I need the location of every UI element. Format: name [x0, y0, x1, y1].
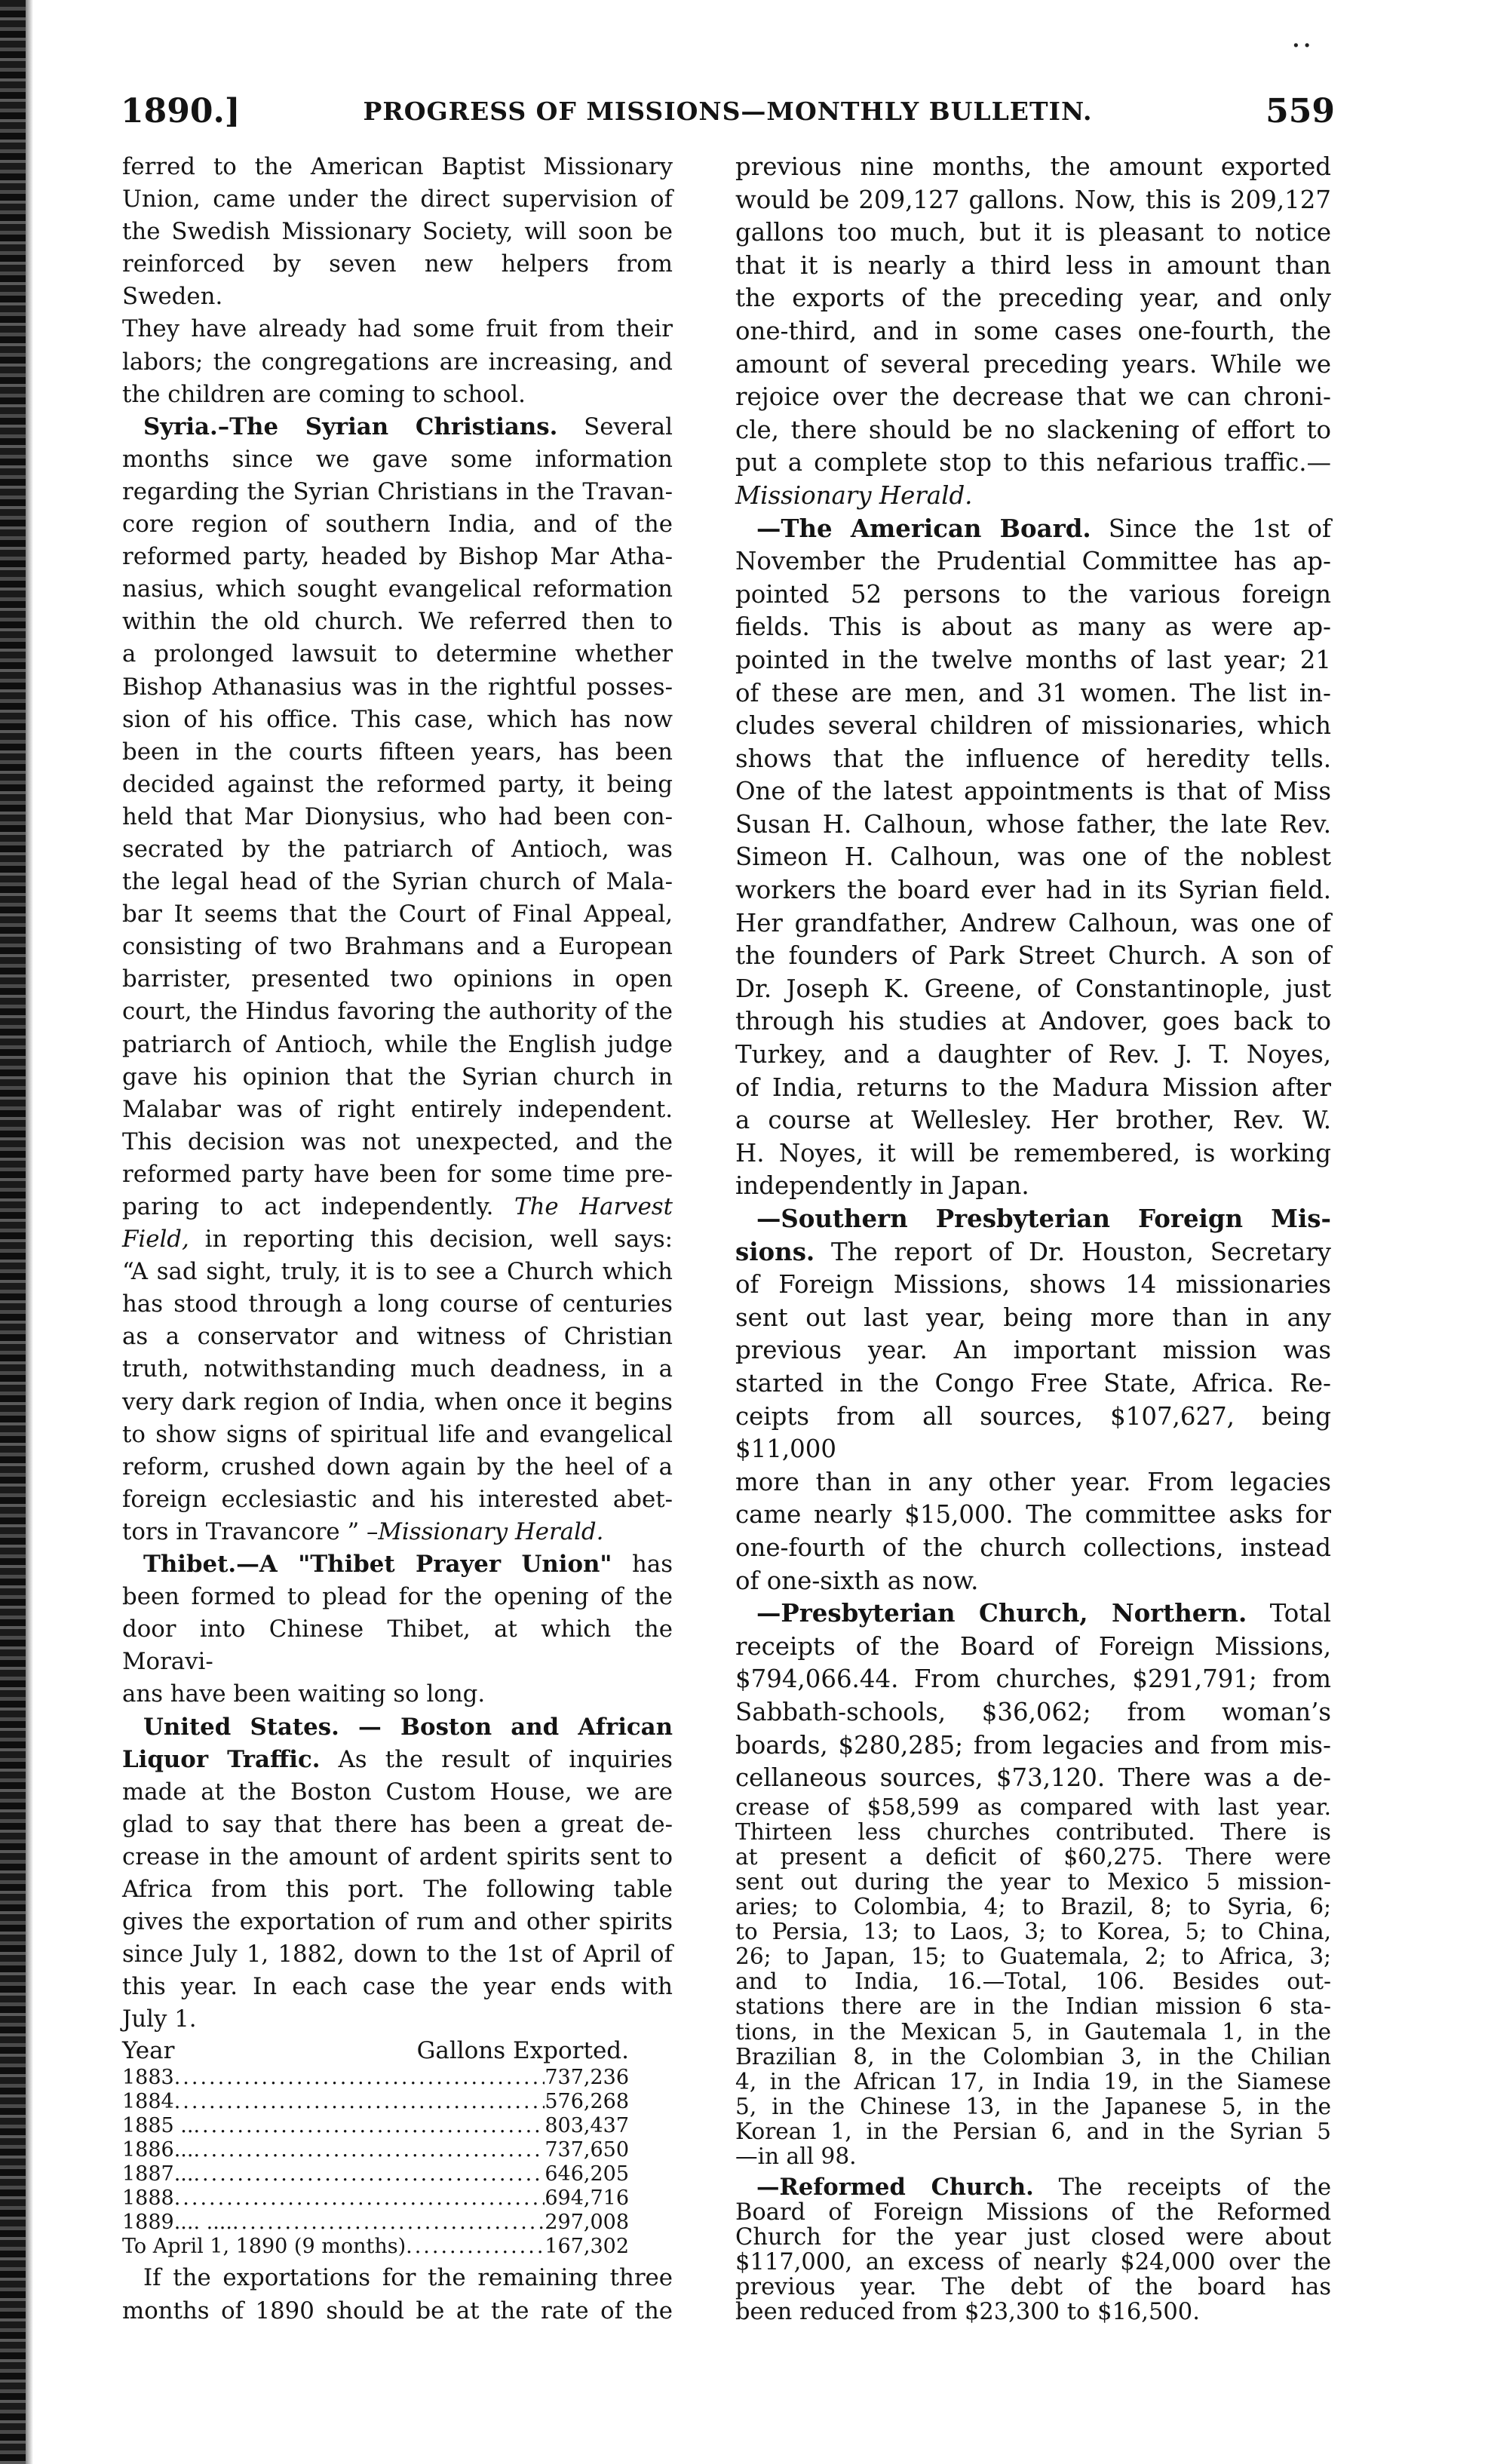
text-line: Her grandfather, Andrew Calhoun, was one of — [735, 908, 1331, 937]
text-line: the exports of the preceding year, and only — [735, 284, 1331, 313]
text-line: at present a deficit of $60,275. There were — [735, 1843, 1331, 1870]
syria-heading: Syria.–The Syrian Christians. — [143, 413, 558, 440]
text-line: Africa from this port. The following table — [122, 1875, 673, 1903]
northern-presbyterian-section — [735, 1597, 1331, 2169]
right-column — [735, 151, 1331, 2325]
thibet-heading: Thibet.—A "Thibet Prayer Union" — [143, 1551, 612, 1579]
text-line: started in the Congo Free State, Africa. Re- — [735, 1368, 1331, 1398]
text-line: If the exportations for the remaining three — [143, 2264, 673, 2292]
text-line: pointed 52 persons to the various foreign — [735, 579, 1331, 609]
american-board-section — [735, 513, 1331, 1203]
text-line: came nearly $15,000. The committee asks for — [735, 1500, 1331, 1530]
text-line: bar It seems that the Court of Final Appeal, — [122, 901, 673, 928]
text-line: Sabbath-schools, $36,062; from woman’s — [735, 1697, 1331, 1726]
text-line: the Swedish Missionary Society, will soon be — [122, 218, 673, 246]
text-line: Malabar was of right entirely independent. — [122, 1095, 673, 1123]
text-line: previous year. The debt of the board has — [735, 2273, 1331, 2300]
text-line: reformed party have been for some time pre- — [122, 1160, 673, 1188]
text-line: Korean 1, in the Persian 6, and in the Syrian 5 — [735, 2118, 1331, 2144]
book-binding-edge — [0, 0, 26, 2464]
text-line: held that Mar Dionysius, who had been con- — [122, 802, 673, 830]
text-line: stations there are in the Indian mission 6 sta- — [735, 1993, 1331, 2020]
text-line: as a conservator and witness of Christian — [122, 1323, 673, 1351]
reformed-church-section — [735, 2175, 1331, 2324]
text-line: Union, came under the direct supervision of — [122, 186, 673, 213]
text-line: Board of Foreign Missions of the Reformed — [735, 2199, 1331, 2226]
page-number: 559 — [1266, 92, 1335, 130]
text-line: cludes several children of missionaries, which — [735, 711, 1331, 741]
text-line: of these are men, and 31 women. The list in- — [735, 678, 1331, 707]
text-line: Syria.–The Syrian Christians. Several — [143, 413, 673, 440]
text-line: fields. This is about as many as were ap- — [735, 612, 1331, 642]
text-line: Church for the year just closed were about — [735, 2223, 1331, 2251]
text-line: the founders of Park Street Church. A son of — [735, 941, 1331, 971]
text-line: ans have been waiting so long. — [122, 1680, 486, 1708]
missionary-herald-citation: Missionary Herald. — [378, 1517, 604, 1545]
text-line: door into Chinese Thibet, at which the Moravi- — [122, 1616, 673, 1676]
text-line: Simeon H. Calhoun, was one of the noblest — [735, 842, 1331, 872]
table-row: 1885 .. ..... 803,437 — [122, 2114, 629, 2138]
header-year: 1890.] — [121, 92, 241, 130]
text-line: been formed to plead for the opening of the — [122, 1583, 673, 1611]
running-title: PROGRESS OF MISSIONS—MONTHLY BULLETIN. — [363, 97, 1093, 126]
text-line: workers the board ever had in its Syrian field. — [735, 876, 1331, 905]
text-line: sions. The report of Dr. Houston, Secretary — [735, 1237, 1331, 1266]
closing-paragraph — [122, 2262, 673, 2327]
text-line: Susan H. Calhoun, whose father, the late Rev. — [735, 809, 1331, 839]
text-line: glad to say that there has been a great de- — [122, 1810, 673, 1838]
text-line: 4, in the African 17, in India 19, in the Siamese — [735, 2068, 1331, 2094]
text-line: Brazilian 8, in the Colombian 3, in the Chilian — [735, 2043, 1331, 2070]
text-line: gallons too much, but it is pleasant to notice — [735, 218, 1331, 247]
text-line: Dr. Joseph K. Greene, of Constantinople, just — [735, 974, 1331, 1003]
text-line: through his studies at Andover, goes back to — [735, 1007, 1331, 1036]
table-row: 1886... ..... 737,650 — [122, 2138, 629, 2162]
text-line: of Foreign Missions, shows 14 missionaries — [735, 1270, 1331, 1300]
text-line: cle, there should be no slackening of effort to — [735, 415, 1331, 444]
table-row: To April 1, 1890 (9 months) ..... 167,302 — [122, 2235, 629, 2259]
text-line: cellaneous sources, $73,120. There was a de- — [735, 1763, 1331, 1793]
text-line: —Reformed Church. The receipts of the — [756, 2174, 1331, 2202]
table-row: 1887... ..... 646,205 — [122, 2162, 629, 2186]
text-line: sent out last year, being more than in any — [735, 1303, 1331, 1332]
text-line: shows that the influence of heredity tells. — [735, 744, 1331, 773]
text-line: since July 1, 1882, down to the 1st of April of — [122, 1941, 673, 1968]
text-line: would be 209,127 gallons. Now, this is 209,127 — [735, 185, 1331, 214]
text-line: the legal head of the Syrian church of Mala- — [122, 868, 673, 896]
text-line: secrated by the patriarch of Antioch, was — [122, 835, 673, 863]
text-line: been reduced from $23,300 to $16,500. — [735, 2298, 1200, 2325]
text-line: of one-sixth as now. — [735, 1566, 979, 1595]
text-line: months since we gave some information — [122, 445, 673, 473]
text-line: and to India, 16.—Total, 106. Besides out- — [735, 1968, 1331, 1995]
text-line: “A sad sight, truly, it is to see a Church which — [122, 1258, 673, 1286]
corner-marks: .. — [1291, 20, 1314, 54]
text-line: —The American Board. Since the 1st of — [756, 514, 1331, 543]
text-line: H. Noyes, it will be remembered, is working — [735, 1138, 1331, 1168]
table-row: 1888 ..... 694,716 — [122, 2186, 629, 2211]
text-line: nasius, which sought evangelical reformation — [122, 575, 673, 603]
text-line: —Presbyterian Church, Northern. Total — [756, 1599, 1331, 1628]
text-line: regarding the Syrian Christians in the Travan- — [122, 477, 673, 505]
text-line: boards, $280,285; from legacies and from mis- — [735, 1730, 1331, 1760]
text-line: the children are coming to school. — [122, 380, 526, 408]
text-line: gave his opinion that the Syrian church in — [122, 1063, 673, 1091]
text-line: patriarch of Antioch, while the English judge — [122, 1030, 673, 1058]
text-line: Bishop Athanasius was in the rightful posses- — [122, 673, 673, 701]
table-row: 1889.... .... ..... 297,008 — [122, 2211, 629, 2235]
table-row: 1884 ..... 576,268 — [122, 2090, 629, 2114]
text-line: —in all 98. — [735, 2143, 857, 2169]
continuation-paragraph — [122, 151, 673, 411]
exports-continuation — [735, 151, 1331, 513]
text-line: previous year. An important mission was — [735, 1336, 1331, 1365]
reformed-church-heading: —Reformed Church. — [756, 2174, 1034, 2202]
text-line: crease of $58,599 as compared with last year. — [735, 1794, 1331, 1820]
text-line: barrister, presented two opinions in open — [122, 965, 673, 993]
text-line: to show signs of spiritual life and evangelical — [122, 1420, 673, 1448]
text-line: paring to act independently. The Harvest — [122, 1193, 673, 1220]
column-header-year: Year — [122, 2037, 175, 2065]
text-line: receipts of the Board of Foreign Missions, — [735, 1631, 1331, 1661]
text-line: been in the courts fifteen years, has been — [122, 738, 673, 766]
thibet-section — [122, 1548, 673, 1711]
text-line: previous nine months, the amount exported — [735, 152, 1331, 181]
text-line: rejoice over the decrease that we can chroni- — [735, 382, 1331, 412]
northern-presbyterian-heading: —Presbyterian Church, Northern. — [756, 1599, 1247, 1628]
text-line: more than in any other year. From legacies — [735, 1467, 1331, 1496]
text-line: sion of his office. This case, which has now — [122, 705, 673, 733]
text-line: gives the exportation of rum and other spirits — [122, 1908, 673, 1936]
column-header-gallons: Gallons Exported. — [416, 2037, 629, 2065]
table-row: 1883 ..... 737,236 — [122, 2066, 629, 2090]
text-line: core region of southern India, and of the — [122, 511, 673, 539]
text-line: ceipts from all sources, $107,627, being $11,000 — [735, 1401, 1331, 1464]
harvest-field-citation: The Harvest — [514, 1193, 673, 1220]
text-line: within the old church. We referred then to — [122, 608, 673, 636]
page-header — [121, 92, 1335, 137]
united-states-heading: United States. — Boston and African — [143, 1713, 673, 1741]
text-line: 5, in the Chinese 13, in the Japanese 5, in the — [735, 2093, 1331, 2119]
text-line: very dark region of India, when once it begins — [122, 1388, 673, 1416]
text-line: foreign ecclesiastic and his interested abet- — [122, 1485, 673, 1513]
text-line: 26; to Japan, 15; to Guatemala, 2; to Africa, 3; — [735, 1944, 1331, 1970]
text-line: aries; to Colombia, 4; to Brazil, 8; to Syria, 6; — [735, 1894, 1331, 1920]
text-line: Turkey, and a daughter of Rev. J. T. Noyes, — [735, 1040, 1331, 1069]
syria-section — [122, 411, 673, 1548]
left-column — [122, 151, 673, 2327]
text-line: one-fourth of the church collections, instead — [735, 1533, 1331, 1562]
text-line: pointed in the twelve months of last year; 21 — [735, 645, 1331, 674]
text-line: Liquor Traffic. As the result of inquiries — [122, 1745, 673, 1773]
text-line: that it is nearly a third less in amount than — [735, 250, 1331, 280]
text-line: Thibet.—A "Thibet Prayer Union" has — [143, 1551, 673, 1579]
exports-table — [122, 2036, 673, 2259]
text-line: July 1. — [122, 2005, 197, 2033]
text-line: Field, in reporting this decision, well says: — [122, 1226, 673, 1253]
text-line: reinforced by seven new helpers from Sweden. — [122, 250, 673, 311]
text-line: truth, notwithstanding much deadness, in a — [122, 1355, 673, 1383]
text-line: November the Prudential Committee has ap- — [735, 547, 1331, 576]
table-header — [122, 2036, 629, 2066]
text-line: Thirteen less churches contributed. There is — [735, 1818, 1331, 1845]
text-line: $117,000, an excess of nearly $24,000 over the — [735, 2248, 1331, 2275]
text-line: this year. In each case the year ends with — [122, 1973, 673, 2001]
text-line: one-third, and in some cases one-fourth, the — [735, 316, 1331, 345]
text-line: This decision was not unexpected, and the — [122, 1128, 673, 1155]
text-line: crease in the amount of ardent spirits sent to — [122, 1843, 673, 1870]
text-line: consisting of two Brahmans and a European — [122, 933, 673, 961]
text-line: One of the latest appointments is that of Miss — [735, 777, 1331, 806]
text-line: to Persia, 13; to Laos, 3; to Korea, 5; to China, — [735, 1919, 1331, 1945]
missionary-herald-citation: Missionary Herald. — [735, 480, 973, 510]
american-board-heading: —The American Board. — [756, 514, 1091, 543]
text-line: They have already had some fruit from their — [122, 315, 673, 343]
text-line: of India, returns to the Madura Mission after — [735, 1072, 1331, 1102]
text-line: months of 1890 should be at the rate of the — [122, 2297, 673, 2324]
text-line: court, the Hindus favoring the authority of the — [122, 998, 673, 1026]
text-line: ferred to the American Baptist Missionary — [122, 153, 673, 180]
text-line: a course at Wellesley. Her brother, Rev. W. — [735, 1106, 1331, 1135]
text-line: labors; the congregations are increasing, and — [122, 348, 673, 376]
text-line: independently in Japan. — [735, 1171, 1029, 1201]
text-line: reform, crushed down again by the heel of a — [122, 1453, 673, 1481]
text-line: has stood through a long course of centuries — [122, 1290, 673, 1318]
text-line: a prolonged lawsuit to determine whether — [122, 640, 673, 668]
text-line: made at the Boston Custom House, we are — [122, 1778, 673, 1806]
text-line: sent out during the year to Mexico 5 mission- — [735, 1868, 1331, 1895]
text-line: put a complete stop to this nefarious traffic.— — [735, 448, 1331, 477]
text-line: reformed party, headed by Bishop Mar Atha- — [122, 543, 673, 571]
text-line: tors in Travancore ” –Missionary Herald. — [122, 1517, 604, 1545]
text-line: $794,066.44. From churches, $291,791; from — [735, 1665, 1331, 1694]
text-line: decided against the reformed party, it being — [122, 770, 673, 798]
text-line: amount of several preceding years. While we — [735, 349, 1331, 379]
text-line: tions, in the Mexican 5, in Gautemala 1, in the — [735, 2018, 1331, 2045]
united-states-section — [122, 1711, 673, 2036]
southern-presbyterian-section — [735, 1203, 1331, 1597]
southern-presbyterian-heading: —Southern Presbyterian Foreign Mis- — [756, 1204, 1331, 1233]
